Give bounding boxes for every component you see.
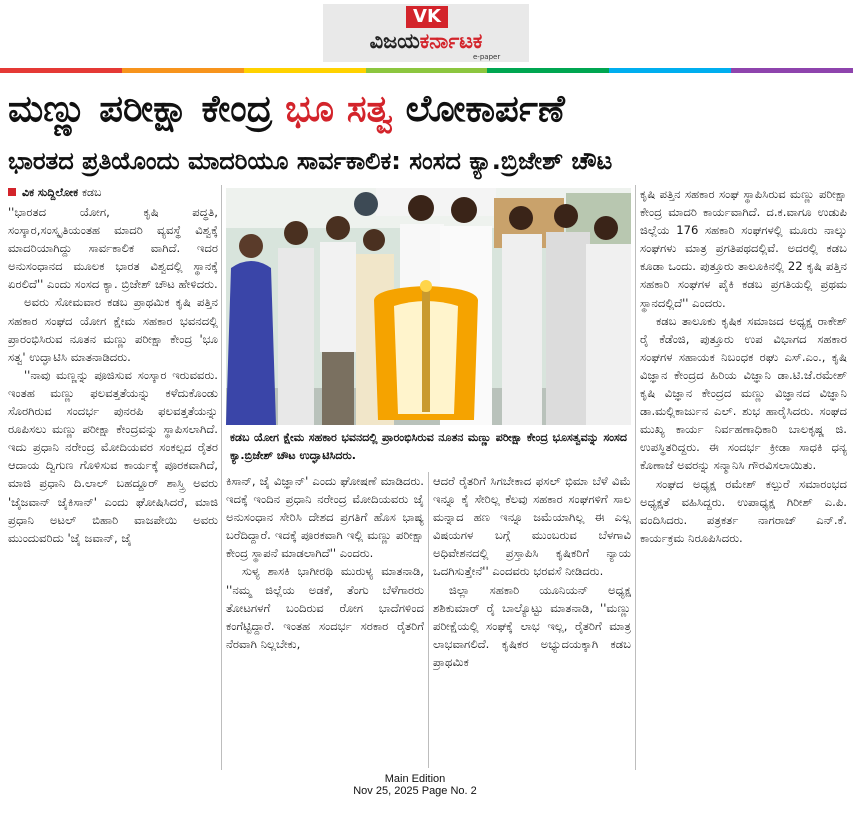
color-band-segment [122, 68, 244, 73]
paragraph: ಕೃಷಿ ಪತ್ತಿನ ಸಹಕಾರ ಸಂಘ ಸ್ಥಾಪಿಸಿರುವ ಮಣ್ಣು ಪರೀಕ್ಷಾ ಕೇಂದ್ರ ಮಾದರಿ ಕಾರ್ಯವಾಗಿದೆ. ದ.ಕ.ವಾಗೂ ಉಡುಪಿ ಜಿಲ್ಲೆಯ 176 ಸಹಕಾರಿ ಸಂಘಗಳಲ್ಲಿ ಮೂರು ನಾಲ್ಕು ಸಂಘಗಳು ಮಾತ್ರ ಪ್ರಗತಿಪಥದಲ್ಲಿವೆ. ಅದರಲ್ಲಿ ಕಡಬ ಕೂಡಾ ಒಂದು. ಪುತ್ತೂರು ತಾಲೂಕಿನಲ್ಲಿ 22 ಕೃಷಿ ಪತ್ತಿನ ಸಹಕಾರಿ ಸಂಘಗಳ ಪೈಕಿ ಕಡಬ ಪ್ರಗತಿಯಲ್ಲಿ ಪ್ರಥಮ ಸ್ಥಾನದಲ್ಲಿದೆ'' ಎಂದರು. [640, 187, 847, 310]
paragraph: ''ನಾವು ಮಣ್ಣನ್ನು ಪೂಜಿಸುವ ಸಂಸ್ಕಾರ ಇರುವವರು. ಇಂತಹ ಮಣ್ಣು ಫಲವತ್ತತೆಯನ್ನು ಕಳೆದುಕೊಂಡು ಸೊರಗಿರುವ ಸಂದರ್ಭ ಪುನರಪಿ ಫಲವತ್ತತೆಯನ್ನು ರೂಪಿಸಲು ಮಣ್ಣು ಪರೀಕ್ಷಾ ಕೇಂದ್ರವನ್ನು ಸ್ಥಾಪಿಸಲಾಗಿದೆ. ಇದು ಪ್ರಧಾನಿ ನರೇಂದ್ರ ಮೋದಿಯವರ ಸಂಕಲ್ಪದ ರೈತರ ಆದಾಯ ದ್ವಿಗುಣ ಗೊಳಿಸುವ ಕಾರ್ಯಕ್ಕೆ ಪೂರಕವಾಗಿದೆ, ಮಾಜಿ ಪ್ರಧಾನಿ ದಿ.ಲಾಲ್ ಬಹದ್ದೂರ್ ಶಾಸ್ತ್ರಿ ಅವರು 'ಜೈಜವಾನ್ ಜೈಕಿಸಾನ್' ಎಂದು ಘೋಷಿಸಿದರೆ, ಮಾಜಿ ಪ್ರಧಾನಿ ಅಟಲ್ ಬಿಹಾರಿ ವಾಜಪೇಯಿ ಅವರು ಮುಂದುವರಿದು 'ಜೈ ಜವಾನ್, ಜೈ [8, 367, 218, 545]
article-column-4 [640, 185, 847, 768]
newspaper-name-part2: ಕರ್ನಾಟಕ [419, 29, 483, 53]
color-band-segment [609, 68, 731, 73]
date-page-label: Nov 25, 2025 Page No. 2 [353, 785, 477, 797]
color-band-segment [0, 68, 122, 73]
article-column-2 [226, 472, 424, 768]
epaper-label: e-paper [473, 53, 501, 61]
color-band-segment [366, 68, 488, 73]
masthead-logo[interactable] [323, 4, 529, 62]
paragraph: ಸುಳ್ಯ ಶಾಸಕಿ ಭಾಗೀರಥಿ ಮುರುಳ್ಯ ಮಾತನಾಡಿ, ''ನಮ್ಮ ಜಿಲ್ಲೆಯ ಅಡಕೆ, ತೆಂಗು ಬೆಳೆಗಾರರು ತೋಟಗಳಗೆ ಬಂದಿರುವ ರೋಗ ಭಾದೆಗಳಿಂದ ಕಂಗೆಟ್ಟಿದ್ದಾರೆ. ಇಂತಹ ಸಂದರ್ಭ ಸರಕಾರ ರೈತರಿಗೆ ನೆರವಾಗಿ ನಿಲ್ಲಬೇಕು, [226, 564, 424, 651]
color-band-segment [487, 68, 609, 73]
paragraph: ಆದರೆ ರೈತರಿಗೆ ಸಿಗಬೇಕಾದ ಫಸಲ್ ಭಿಮಾ ಬೆಳೆ ವಿಮೆ ಇನ್ನೂ ಕೈ ಸೇರಿಲ್ಲ ಕೆಲವು ಸಹಕಾರ ಸಂಘಗಳಿಗೆ ಸಾಲ ಮನ್ನಾದ ಹಣ ಇನ್ನೂ ಜಮೆಯಾಗಿಲ್ಲ ಈ ಎಲ್ಲ ವಿಷಯಗಳ ಬಗ್ಗೆ ಮುಂಬರುವ ಬೆಳಗಾವಿ ಅಧಿವೇಶನದಲ್ಲಿ ಪ್ರಸ್ತಾಪಿಸಿ ಕೃಷಿಕರಿಗೆ ನ್ಯಾಯ ಒದಗಿಸುತ್ತೇನೆ'' ಎಂದವರು ಭರವಸೆ ನೀಡಿದರು. [433, 474, 631, 579]
byline [8, 185, 101, 201]
paragraph: ಜಿಲ್ಲಾ ಸಹಕಾರಿ ಯೂನಿಯನ್ ಅಧ್ಯಕ್ಷ ಶಶಿಕುಮಾರ್ ರೈ ಬಾಲ್ಯೊಟ್ಟು ಮಾತನಾಡಿ, ''ಮಣ್ಣು ಪರೀಕ್ಷೆಯಲ್ಲಿ ಸಂಘಕ್ಕೆ ಲಾಭ ಇಲ್ಲ, ರೈತರಿಗೆ ಮಾತ್ರ ಲಾಭವಾಗಲಿದೆ. ಕೃಷಿಕರ ಅಭ್ಯುದಯಕ್ಕಾಗಿ ಕಡಬ ಪ್ರಾಥಮಿಕ [433, 582, 631, 669]
article-column-3 [433, 472, 631, 768]
newspaper-name [329, 28, 523, 54]
paragraph: ''ಭಾರತದ ಯೋಗ, ಕೃಷಿ ಪದ್ಧತಿ, ಸಂಸ್ಕಾರ,ಸಂಸ್ಕೃತಿಯಂತಹ ಮಾದರಿ ವ್ಯವಸ್ಥೆ ವಿಶ್ವಕ್ಕೆ ಮಾದರಿಯಾಗಿದ್ದು ಸಾರ್ವಕಾಲಿಕ ವಾಗಿದೆ. ಇದರ ಅನುಸಂಧಾನದ ಮೂಲಕ ಭಾರತ ವಿಶ್ವದಲ್ಲಿ ಸ್ಥಾನಕ್ಕೆ ಏರಲಿದೆ'' ಎಂದು ಸಂಸದ ಕ್ಯಾ. ಬ್ರಿಜೇಶ್ ಚೌಟ ಹೇಳಿದರು. [8, 205, 218, 292]
color-band-segment [731, 68, 853, 73]
paragraph: ಕಡಬ ತಾಲೂಕು ಕೃಷಿಕ ಸಮಾಜದ ಅಧ್ಯಕ್ಷ ರಾಕೇಶ್ ರೈ ಕೆಡೆಂಜಿ, ಪುತ್ತೂರು ಉಪ ವಿಭಾಗದ ಸಹಕಾರ ಸಂಘಗಳ ಸಹಾಯಕ ನಿಬಂಧಕ ರಘು ಎಸ್.ಎಂ., ಕೃಷಿ ವಿಜ್ಞಾನ ಕೇಂದ್ರದ ಹಿರಿಯ ವಿಜ್ಞಾನಿ ಡಾ.ಟಿ.ಜೆ.ರಮೇಶ್ ಕೃಷಿ ವಿಜ್ಞಾನ ಕೇಂದ್ರದ ಮಣ್ಣು ವಿಜ್ಞಾನದ ವಿಜ್ಞಾನಿ ಡಾ.ಮಲ್ಲಿಕಾರ್ಜುನ ಎಲ್. ಶುಭ ಹಾರೈಸಿದರು. ಸಂಘದ ಮುಖ್ಯ ಕಾರ್ಯ ನಿರ್ವಹಣಾಧಿಕಾರಿ ಬಾಲಕೃಷ್ಣ ಜಿ. ಉಪಸ್ಥಿತರಿದ್ದರು. ಈ ಸಂದರ್ಭ ಕ್ರೀಡಾ ಸಾಧಕಿ ಧನ್ಯ ಕೊಣಾಜೆ ಅವರನ್ನು ಸನ್ಮಾನಿಸಿ ಗೌರವಿಸಲಾಯಿತು. [640, 313, 847, 473]
vk-logo-mark: VK [406, 6, 448, 28]
subheadline: ಭಾರತದ ಪ್ರತಿಯೊಂದು ಮಾದರಿಯೂ ಸಾರ್ವಕಾಲಿಕ: ಸಂಸದ ಕ್ಯಾ.ಬ್ರಿಜೇಶ್ ಚೌಟ [8, 147, 613, 175]
column-divider [428, 472, 429, 768]
page-footer [300, 773, 530, 797]
photo-caption: ಕಡಬ ಯೋಗ ಕ್ಷೇಮ ಸಹಕಾರ ಭವನದಲ್ಲಿ ಪ್ರಾರಂಭಿಸಿರುವ ನೂತನ ಮಣ್ಣು ಪರೀಕ್ಷಾ ಕೇಂದ್ರ ಭೂಸತ್ವವನ್ನು ಸಂಸದ ಕ್ಯಾ.ಬ್ರಿಜೇಶ್ ಚೌಟ ಉದ್ಘಾಟಿಸಿದರು. [230, 431, 627, 462]
edition-label: Main Edition [384, 773, 446, 785]
color-band [0, 68, 853, 73]
paragraph: ಸಂಘದ ಅಧ್ಯಕ್ಷ ರಮೇಶ್ ಕಲ್ಪುರೆ ಸಮಾರಂಭದ ಅಧ್ಯಕ್ಷತೆ ವಹಿಸಿದ್ದರು. ಉಪಾಧ್ಯಕ್ಷ ಗಿರೀಶ್ ಎ.ಪಿ. ವಂದಿಸಿದರು. ಪತ್ರಕರ್ತ ನಾಗರಾಜ್ ಎನ್.ಕೆ. ಕಾರ್ಯಕ್ರಮ ನಿರೂಪಿಸಿದರು. [640, 476, 847, 545]
headline [8, 80, 848, 138]
inauguration-photo-image [226, 188, 631, 425]
byline-bullet-icon [8, 188, 16, 196]
byline-source: ವಿಕ ಸುದ್ದಿಲೋಕ [22, 186, 79, 199]
paragraph: ಅವರು ಸೋಮವಾರ ಕಡಬ ಪ್ರಾಥಮಿಕ ಕೃಷಿ ಪತ್ತಿನ ಸಹಕಾರ ಸಂಘದ ಯೋಗ ಕ್ಷೇಮ ಸಹಕಾರ ಭವನದಲ್ಲಿ ಪ್ರಾರಂಭಿಸಿರುವ ನೂತನ ಮಣ್ಣು ಪರೀಕ್ಷಾ ಕೇಂದ್ರ 'ಭೂ ಸತ್ವ' ಉದ್ಘಾಟಿಸಿ ಮಾತನಾಡಿದರು. [8, 295, 218, 364]
column-divider [635, 185, 636, 770]
headline-part1: ಮಣ್ಣು ಪರೀಕ್ಷಾ ಕೇಂದ್ರ [8, 87, 286, 130]
paragraph: ಕಿಸಾನ್, ಜೈ ವಿಜ್ಞಾನ್' ಎಂದು ಘೋಷಣೆ ಮಾಡಿದರು. ಇದಕ್ಕೆ ಇಂದಿನ ಪ್ರಧಾನಿ ನರೇಂದ್ರ ಮೋದಿಯವರು ಜೈ ಅನುಸಂಧಾನ ಸೇರಿಸಿ ದೇಶದ ಪ್ರಗತಿಗೆ ಹೊಸ ಭಾಷ್ಯ ಬರೆದಿದ್ದಾರೆ. ಇದಕ್ಕೆ ಪೂರಕವಾಗಿ ಇಲ್ಲಿ ಮಣ್ಣು ಪರೀಕ್ಷಾ ಕೇಂದ್ರ ಸ್ಥಾಪನೆ ಮಾಡಲಾಗಿದೆ'' ಎಂದರು. [226, 474, 424, 561]
color-band-segment [244, 68, 366, 73]
article-column-1 [8, 203, 218, 768]
headline-part2: ಲೋಕಾರ್ಪಣೆ [392, 87, 565, 130]
column-divider [221, 185, 222, 770]
news-photo[interactable] [226, 188, 631, 425]
byline-place: ಕಡಬ [82, 186, 102, 199]
headline-accent: ಭೂ ಸತ್ವ [285, 87, 393, 130]
newspaper-name-part1: ವಿಜಯ [369, 29, 420, 53]
